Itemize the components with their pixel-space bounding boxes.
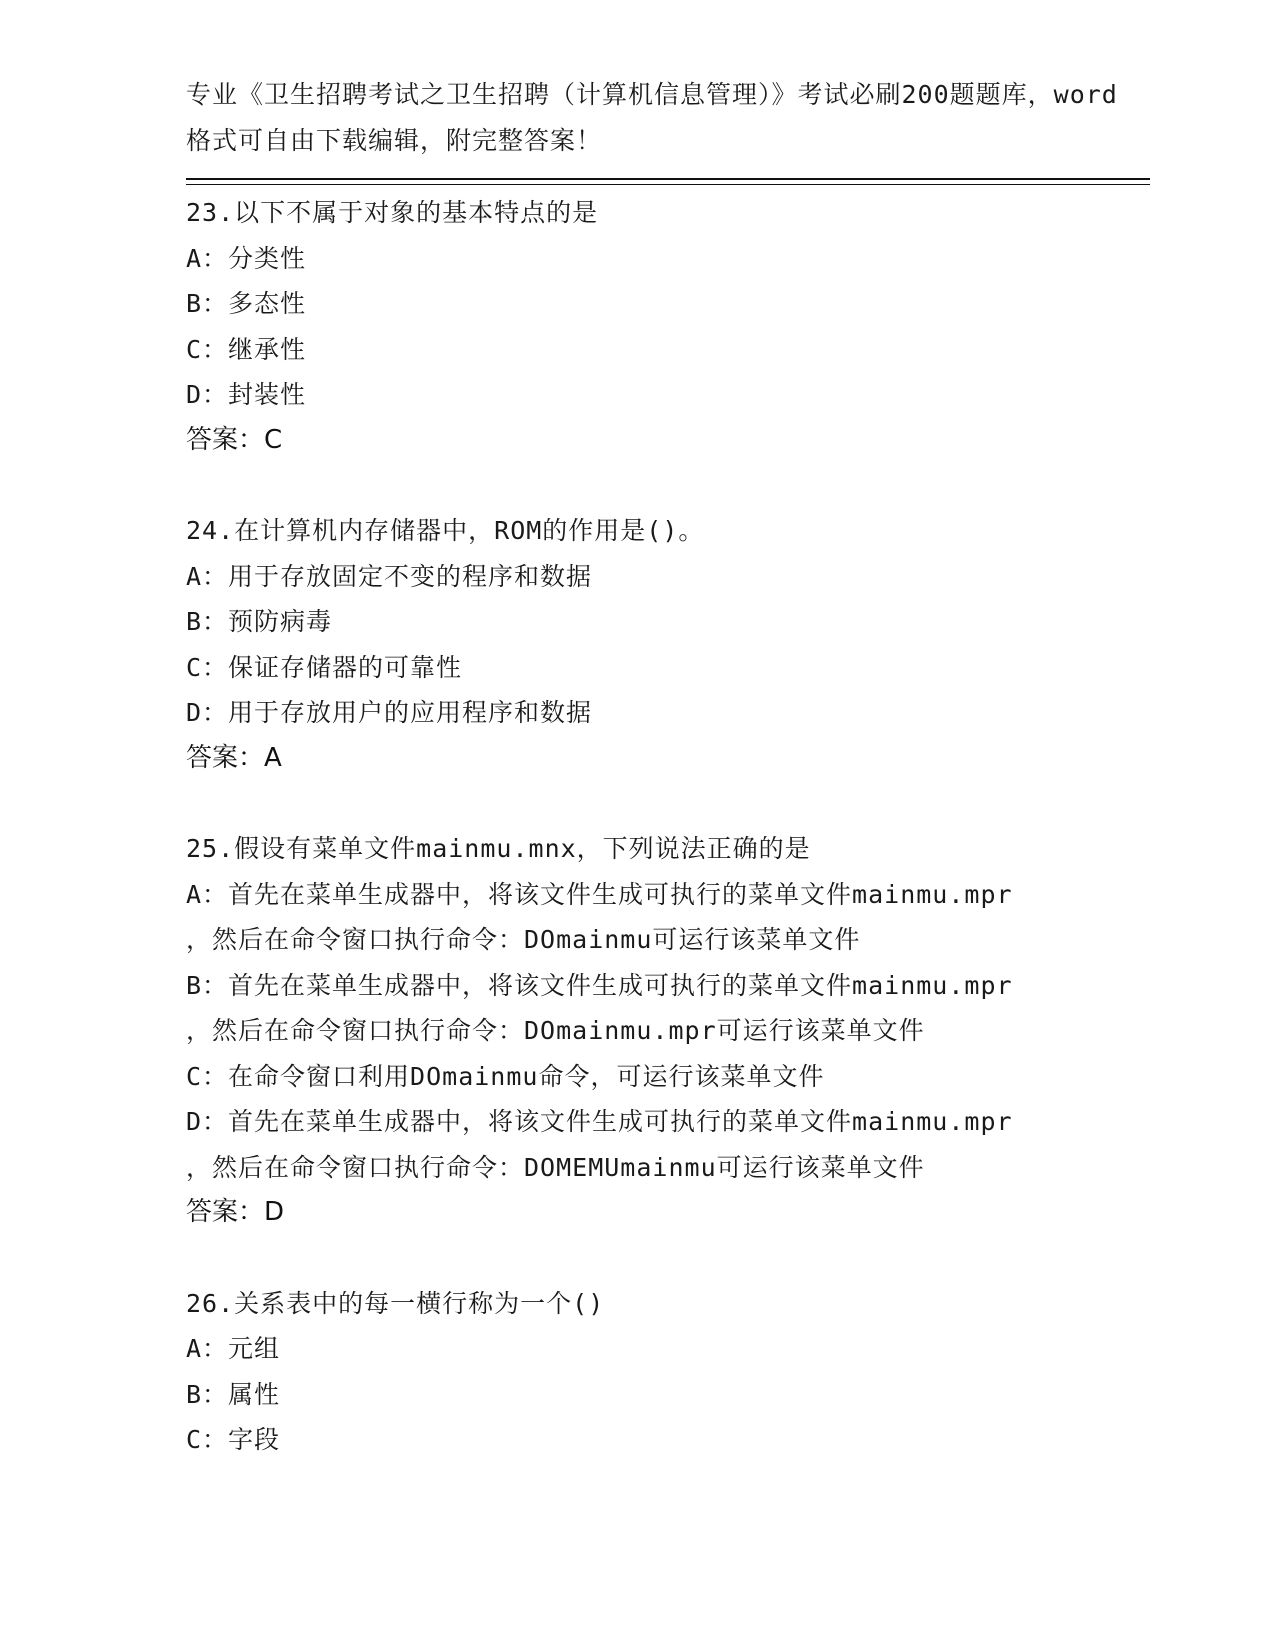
option-c: C：保证存储器的可靠性 <box>186 652 463 682</box>
question-spacer <box>186 463 1150 508</box>
question-23 <box>186 190 1150 463</box>
question-list <box>186 190 1150 1463</box>
option-b: B：预防病毒 <box>186 607 333 636</box>
header-line-1: 专业《卫生招聘考试之卫生招聘（计算机信息管理）》考试必刷200题题库，word <box>186 80 1118 109</box>
option-d: D：用于存放用户的应用程序和数据 <box>186 698 593 727</box>
option-c: C：继承性 <box>186 334 307 364</box>
question-title: 26.关系表中的每一横行称为一个() <box>186 1288 605 1318</box>
option-b: B：属性 <box>186 1379 281 1409</box>
option-b-continued: ，然后在命令窗口执行命令：DOmainmu.mpr可运行该菜单文件 <box>186 1016 925 1045</box>
question-spacer <box>186 781 1150 826</box>
option-b: B：首先在菜单生成器中，将该文件生成可执行的菜单文件mainmu.mpr <box>186 970 1013 1000</box>
option-a: A：分类性 <box>186 243 307 273</box>
option-d: D：首先在菜单生成器中，将该文件生成可执行的菜单文件mainmu.mpr <box>186 1107 1013 1136</box>
option-c: C：字段 <box>186 1425 281 1454</box>
header-divider-thick <box>186 178 1150 180</box>
question-24 <box>186 508 1150 781</box>
option-b: B：多态性 <box>186 289 307 318</box>
option-a-continued: ，然后在命令窗口执行命令：DOmainmu可运行该菜单文件 <box>186 925 861 954</box>
answer-line: 答案：D <box>186 1197 285 1227</box>
question-26 <box>186 1281 1150 1463</box>
question-25 <box>186 826 1150 1236</box>
document-header <box>186 72 1118 163</box>
question-title: 23.以下不属于对象的基本特点的是 <box>186 198 599 227</box>
answer-line: 答案：A <box>186 742 282 773</box>
option-a: A：用于存放固定不变的程序和数据 <box>186 561 593 591</box>
option-c: C：在命令窗口利用DOmainmu命令，可运行该菜单文件 <box>186 1061 825 1091</box>
question-spacer <box>186 1236 1150 1281</box>
question-title: 24.在计算机内存储器中，ROM的作用是()。 <box>186 516 705 545</box>
option-d-continued: ，然后在命令窗口执行命令：DOMEMUmainmu可运行该菜单文件 <box>186 1152 925 1182</box>
header-line-2: 格式可自由下载编辑，附完整答案！ <box>186 125 603 155</box>
option-a: A：首先在菜单生成器中，将该文件生成可执行的菜单文件mainmu.mpr <box>186 879 1013 909</box>
option-d: D：封装性 <box>186 380 307 409</box>
answer-line: 答案：C <box>186 424 283 455</box>
header-divider-thin <box>186 184 1150 185</box>
option-a: A：元组 <box>186 1334 281 1363</box>
question-title: 25.假设有菜单文件mainmu.mnx，下列说法正确的是 <box>186 834 811 863</box>
